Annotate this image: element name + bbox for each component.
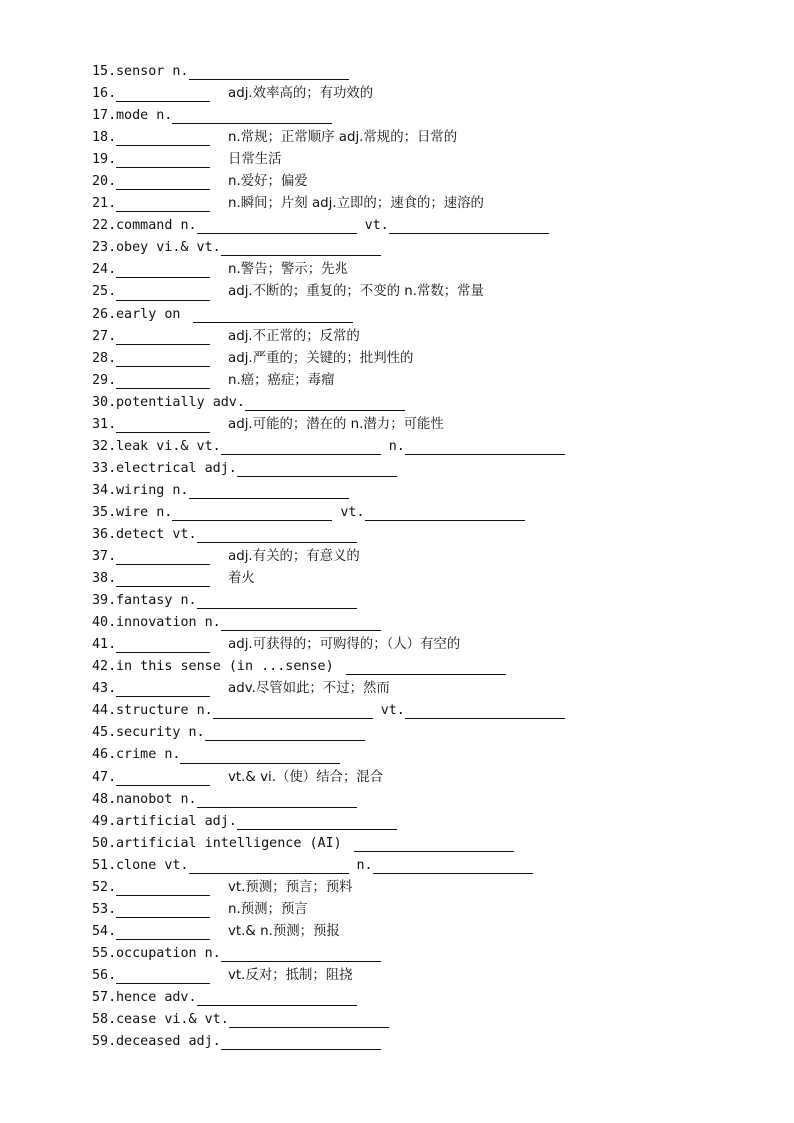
chinese-meaning: n.爱好；偏爱	[228, 174, 308, 190]
worksheet-row	[92, 171, 772, 193]
answer-blank[interactable]	[229, 1011, 389, 1028]
answer-blank[interactable]	[189, 857, 349, 874]
item-number: 53.	[92, 901, 117, 917]
answer-blank[interactable]	[365, 504, 525, 521]
worksheet-row	[92, 568, 772, 590]
worksheet-row	[92, 590, 772, 612]
answer-blank[interactable]	[116, 173, 210, 190]
chinese-meaning: adj.严重的；关键的；批判性的	[228, 350, 414, 366]
english-term: artificial intelligence (AI)	[116, 835, 342, 851]
worksheet-row	[92, 105, 772, 127]
english-term: mode	[116, 108, 149, 124]
part-of-speech: adj.	[204, 813, 237, 829]
answer-blank[interactable]	[221, 438, 381, 455]
answer-blank[interactable]	[193, 306, 353, 323]
worksheet-row	[92, 370, 772, 392]
answer-blank[interactable]	[172, 107, 332, 124]
item-number: 28.	[92, 350, 117, 366]
item-number: 56.	[92, 967, 117, 983]
item-number: 54.	[92, 923, 117, 939]
english-term: leak	[116, 438, 149, 454]
answer-blank[interactable]	[116, 85, 210, 102]
worksheet-row	[92, 193, 772, 215]
item-number: 35.	[92, 504, 117, 520]
item-number: 49.	[92, 813, 117, 829]
item-number: 38.	[92, 571, 117, 587]
part-of-speech: n.	[172, 482, 189, 498]
answer-blank[interactable]	[116, 901, 210, 918]
part-of-speech: vt.	[164, 857, 189, 873]
item-number: 33.	[92, 460, 117, 476]
answer-blank[interactable]	[197, 592, 357, 609]
worksheet-row	[92, 61, 772, 83]
answer-blank[interactable]	[346, 658, 506, 675]
chinese-meaning: adj.有关的；有意义的	[228, 549, 360, 565]
answer-blank[interactable]	[221, 945, 381, 962]
item-number: 22.	[92, 218, 117, 234]
worksheet-row	[92, 744, 772, 766]
chinese-meaning: vt.预测；预言；预料	[228, 879, 353, 895]
answer-blank[interactable]	[116, 261, 210, 278]
worksheet-row	[92, 700, 772, 722]
answer-blank[interactable]	[221, 1033, 381, 1050]
answer-blank[interactable]	[237, 460, 397, 477]
item-number: 59.	[92, 1034, 117, 1050]
item-number: 29.	[92, 372, 117, 388]
answer-blank[interactable]	[116, 967, 210, 984]
answer-blank[interactable]	[172, 504, 332, 521]
chinese-meaning: n.预测；预言	[228, 901, 308, 917]
worksheet-row	[92, 833, 772, 855]
worksheet-row	[92, 414, 772, 436]
worksheet-row	[92, 877, 772, 899]
part-of-speech: vi.& vt.	[156, 438, 221, 454]
item-number: 34.	[92, 482, 117, 498]
part-of-speech: adj.	[204, 460, 237, 476]
item-number: 46.	[92, 747, 117, 763]
part-of-speech: vt.	[340, 504, 365, 520]
item-number: 48.	[92, 791, 117, 807]
worksheet-row	[92, 921, 772, 943]
item-number: 17.	[92, 108, 117, 124]
item-number: 50.	[92, 835, 117, 851]
item-number: 51.	[92, 857, 117, 873]
part-of-speech: n.	[204, 615, 221, 631]
item-number: 31.	[92, 416, 117, 432]
english-term: crime	[116, 747, 157, 763]
item-number: 45.	[92, 725, 117, 741]
worksheet-row	[92, 943, 772, 965]
answer-blank[interactable]	[116, 151, 210, 168]
worksheet-row	[92, 1009, 772, 1031]
item-number: 52.	[92, 879, 117, 895]
worksheet-row	[92, 612, 772, 634]
item-number: 44.	[92, 703, 117, 719]
answer-blank[interactable]	[116, 680, 210, 697]
answer-blank[interactable]	[116, 350, 210, 367]
english-term: innovation	[116, 615, 197, 631]
vocabulary-worksheet	[92, 61, 772, 1053]
item-number: 21.	[92, 196, 117, 212]
part-of-speech: adv.	[212, 394, 245, 410]
part-of-speech: vi.& vt.	[164, 1012, 229, 1028]
answer-blank[interactable]	[116, 923, 210, 940]
answer-blank[interactable]	[116, 284, 210, 301]
worksheet-row	[92, 855, 772, 877]
answer-blank[interactable]	[221, 239, 381, 256]
worksheet-row	[92, 678, 772, 700]
part-of-speech: n.	[180, 218, 197, 234]
part-of-speech: vt.	[364, 218, 389, 234]
answer-blank[interactable]	[221, 614, 381, 631]
part-of-speech: n.	[188, 725, 205, 741]
item-number: 25.	[92, 284, 117, 300]
item-number: 15.	[92, 64, 117, 79]
worksheet-row	[92, 965, 772, 987]
worksheet-row	[92, 149, 772, 171]
english-term: early on	[116, 306, 181, 322]
item-number: 42.	[92, 659, 117, 675]
english-term: structure	[116, 703, 189, 719]
answer-blank[interactable]	[116, 195, 210, 212]
chinese-meaning: vt.反对；抵制；阻挠	[228, 967, 353, 983]
worksheet-row	[92, 811, 772, 833]
worksheet-row	[92, 127, 772, 149]
chinese-meaning: n.瞬间；片刻 adj.立即的；速食的；速溶的	[228, 196, 484, 212]
worksheet-row	[92, 83, 772, 105]
english-term: command	[116, 218, 173, 234]
item-number: 57.	[92, 989, 117, 1005]
worksheet-row	[92, 458, 772, 480]
answer-blank[interactable]	[116, 416, 210, 433]
part-of-speech: vi.& vt.	[156, 240, 221, 256]
item-number: 40.	[92, 615, 117, 631]
worksheet-row	[92, 789, 772, 811]
worksheet-row	[92, 237, 772, 259]
part-of-speech: adv.	[164, 989, 197, 1005]
answer-blank[interactable]	[116, 879, 210, 896]
part-of-speech: n.	[356, 857, 373, 873]
item-number: 20.	[92, 174, 117, 190]
part-of-speech: n.	[172, 64, 189, 79]
english-term: cease	[116, 1012, 157, 1028]
worksheet-row	[92, 259, 772, 281]
worksheet-row	[92, 326, 772, 348]
answer-blank[interactable]	[389, 217, 549, 234]
item-number: 32.	[92, 438, 117, 454]
chinese-meaning: vt.& n.预测；预报	[228, 923, 340, 939]
answer-blank[interactable]	[245, 394, 405, 411]
answer-blank[interactable]	[197, 791, 357, 808]
part-of-speech: n.	[204, 945, 221, 961]
english-term: wiring	[116, 482, 165, 498]
chinese-meaning: n.警告；警示；先兆	[228, 262, 348, 278]
worksheet-row	[92, 502, 772, 524]
item-number: 16.	[92, 86, 117, 102]
chinese-meaning: 日常生活	[228, 152, 282, 168]
part-of-speech: n.	[180, 791, 197, 807]
answer-blank[interactable]	[405, 702, 565, 719]
answer-blank[interactable]	[116, 372, 210, 389]
english-term: potentially	[116, 394, 205, 410]
english-term: hence	[116, 989, 157, 1005]
part-of-speech: n.	[180, 593, 197, 609]
item-number: 19.	[92, 152, 117, 168]
item-number: 36.	[92, 526, 117, 542]
chinese-meaning: adj.不断的；重复的；不变的 n.常数；常量	[228, 284, 484, 300]
answer-blank[interactable]	[197, 989, 357, 1006]
english-term: clone	[116, 857, 157, 873]
chinese-meaning: adj.可获得的；可购得的；（人）有空的	[228, 637, 461, 653]
answer-blank[interactable]	[197, 217, 357, 234]
answer-blank[interactable]	[116, 548, 210, 565]
item-number: 58.	[92, 1012, 117, 1028]
item-number: 47.	[92, 769, 117, 785]
worksheet-row	[92, 480, 772, 502]
answer-blank[interactable]	[116, 570, 210, 587]
english-term: electrical	[116, 460, 197, 476]
answer-blank[interactable]	[116, 769, 210, 786]
answer-blank[interactable]	[189, 63, 349, 80]
item-number: 43.	[92, 681, 117, 697]
english-term: sensor	[116, 64, 165, 79]
part-of-speech: vt.	[380, 703, 405, 719]
answer-blank[interactable]	[237, 813, 397, 830]
worksheet-row	[92, 215, 772, 237]
chinese-meaning: adj.效率高的；有功效的	[228, 86, 374, 102]
part-of-speech: n.	[388, 438, 405, 454]
worksheet-row	[92, 436, 772, 458]
item-number: 55.	[92, 945, 117, 961]
answer-blank[interactable]	[354, 835, 514, 852]
answer-blank[interactable]	[205, 724, 365, 741]
worksheet-row	[92, 899, 772, 921]
worksheet-row	[92, 348, 772, 370]
answer-blank[interactable]	[180, 747, 340, 764]
item-number: 30.	[92, 394, 117, 410]
answer-blank[interactable]	[116, 328, 210, 345]
worksheet-row	[92, 1031, 772, 1053]
part-of-speech: n.	[156, 504, 173, 520]
item-number: 26.	[92, 306, 117, 322]
answer-blank[interactable]	[405, 438, 565, 455]
chinese-meaning: n.癌；癌症；毒瘤	[228, 372, 335, 388]
worksheet-row	[92, 987, 772, 1009]
part-of-speech: n.	[164, 747, 181, 763]
english-term: security	[116, 725, 181, 741]
item-number: 27.	[92, 328, 117, 344]
english-term: deceased	[116, 1034, 181, 1050]
english-term: occupation	[116, 945, 197, 961]
answer-blank[interactable]	[116, 129, 210, 146]
english-term: artificial	[116, 813, 197, 829]
item-number: 37.	[92, 549, 117, 565]
item-number: 24.	[92, 262, 117, 278]
item-number: 39.	[92, 593, 117, 609]
answer-blank[interactable]	[213, 702, 373, 719]
item-number: 18.	[92, 130, 117, 146]
chinese-meaning: 着火	[228, 571, 255, 587]
worksheet-row	[92, 722, 772, 744]
chinese-meaning: adv.尽管如此；不过；然而	[228, 681, 390, 697]
worksheet-row	[92, 656, 772, 678]
part-of-speech: adj.	[188, 1034, 221, 1050]
part-of-speech: n.	[196, 703, 213, 719]
answer-blank[interactable]	[197, 526, 357, 543]
item-number: 23.	[92, 240, 117, 256]
english-term: nanobot	[116, 791, 173, 807]
chinese-meaning: n.常规；正常顺序 adj.常规的；日常的	[228, 130, 458, 146]
english-term: wire	[116, 504, 149, 520]
chinese-meaning: adj.可能的；潜在的 n.潜力；可能性	[228, 416, 444, 432]
answer-blank[interactable]	[189, 482, 349, 499]
worksheet-row	[92, 304, 772, 326]
worksheet-row	[92, 767, 772, 789]
english-term: fantasy	[116, 593, 173, 609]
part-of-speech: n.	[156, 108, 173, 124]
worksheet-row	[92, 634, 772, 656]
worksheet-row	[92, 281, 772, 303]
worksheet-row	[92, 546, 772, 568]
answer-blank[interactable]	[373, 857, 533, 874]
english-term: detect	[116, 526, 165, 542]
chinese-meaning: vt.& vi.（使）结合；混合	[228, 769, 384, 785]
part-of-speech: vt.	[172, 526, 197, 542]
chinese-meaning: adj.不正常的；反常的	[228, 328, 360, 344]
answer-blank[interactable]	[116, 636, 210, 653]
english-term: obey	[116, 240, 149, 256]
worksheet-row	[92, 524, 772, 546]
worksheet-row	[92, 392, 772, 414]
item-number: 41.	[92, 637, 117, 653]
english-term: in this sense (in ...sense)	[116, 659, 334, 675]
